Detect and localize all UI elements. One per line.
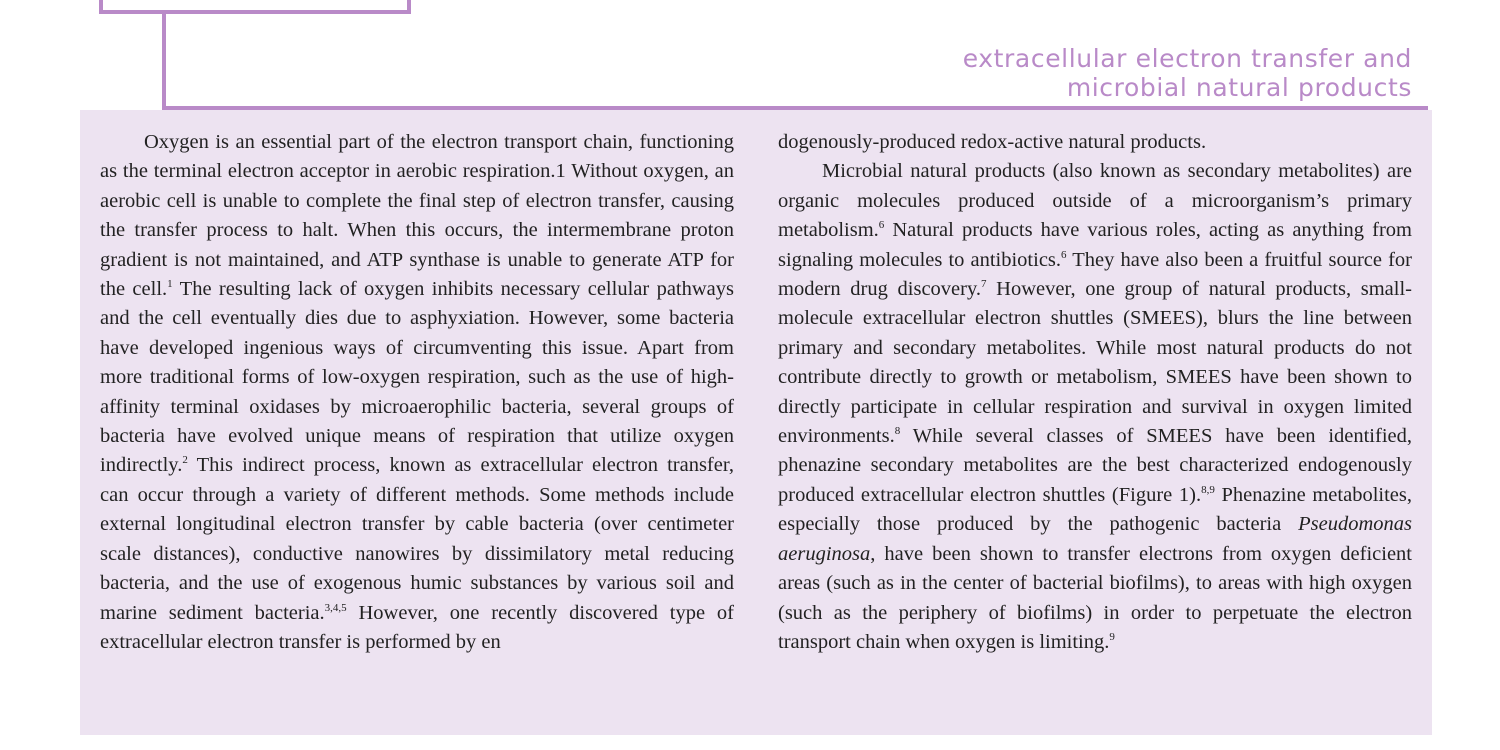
text-run: Microbial natural products (also known as secondary metabolites) are organic molecules produced outside of a microorganism’s primary metabolism. <box>778 160 1412 242</box>
header-decoration-box <box>99 0 411 14</box>
text-run: The resulting lack of oxygen inhibits necessary cellular pathways and the cell eventually dies due to asphyxiation. However, some bacteria have developed ingenious ways of circumventing this issue. Apart from more traditional forms of low-oxygen respiration, such as the use of high-affinity terminal oxidases by microaerophilic bacteria, several groups of bacteria have evolved unique means of respiration that utilize oxygen indirectly. <box>100 278 734 477</box>
right-column <box>778 128 1412 657</box>
text-run: Natural products have various roles, acting as anything from signaling molecules to antibiotics. <box>778 219 1412 271</box>
citation-ref: 7 <box>981 278 987 291</box>
paragraph-oxygen-intro <box>100 128 734 657</box>
species-name: Pseudomonas aeruginosa <box>778 513 1412 565</box>
header-decoration-vertical-rule <box>162 14 166 109</box>
section-heading-line-1: extracellular electron transfer and <box>962 44 1412 73</box>
paragraph-continuation: dogenously-produced redox-active natural products. <box>778 131 1207 153</box>
paragraph-natural-products <box>778 157 1412 657</box>
text-run: While several classes of SMEES have been identified, phenazine secondary metabolites are the best characterized endogenously produced extracellular electron shuttles (Figure 1). <box>778 425 1412 506</box>
citation-ref: 1 <box>167 278 173 291</box>
citation-ref: 8 <box>894 425 901 438</box>
text-run: This indirect process, known as extracellular electron transfer, can occur through a variety of different methods. Some methods include external longitudinal electron transfer by cable bacteria (over centimeter scale distances), conductive nanowires by dissimilatory metal reducing bacteria, and the use of exogenous humic substances by various soil and marine sediment bacteria. <box>100 454 734 624</box>
text-run: Phenazine metabolites, especially those produced by the pathogenic bacteria <box>778 483 1412 536</box>
text-run: , have been shown to transfer electrons from oxygen deficient areas (such as in the center of bacterial biofilms), to areas with high oxygen (such as the periphery of biofilms) in order to perpetuate the electron transport chain when oxygen is limiting. <box>778 542 1412 653</box>
text-run: However, one group of natural products, small-molecule extracellular electron shuttles (SMEES), blurs the line between primary and secondary metabolites. While most natural products do not contribute directly to growth or metabolism, SMEES have been shown to directly participate in cellular respiration and survival in oxygen limited environments. <box>778 278 1412 448</box>
citation-ref: 3,4,5 <box>324 601 347 614</box>
left-column <box>100 128 734 657</box>
section-heading <box>963 44 1412 102</box>
citation-ref: 2 <box>182 454 188 467</box>
section-heading-line-2: microbial natural products <box>1066 73 1412 102</box>
text-run: However, one recently discovered type of extracellular electron transfer is performed by en <box>100 601 735 653</box>
citation-ref: 8,9 <box>1201 484 1215 497</box>
text-run: They have also been a fruitful source for modern drug discovery. <box>778 248 1412 301</box>
citation-ref: 6 <box>1061 248 1067 261</box>
citation-ref: 6 <box>878 219 885 232</box>
citation-ref: 9 <box>1109 631 1115 644</box>
text-run: Oxygen is an essential part of the electron transport chain, functioning as the terminal electron acceptor in aerobic respiration.1 Without oxygen, an aerobic cell is unable to complete the final step of electron transfer, causing the transfer process to halt. When this occurs, the intermembrane proton gradient is not maintained, and ATP synthase is unable to generate ATP for the cell. <box>100 131 734 301</box>
